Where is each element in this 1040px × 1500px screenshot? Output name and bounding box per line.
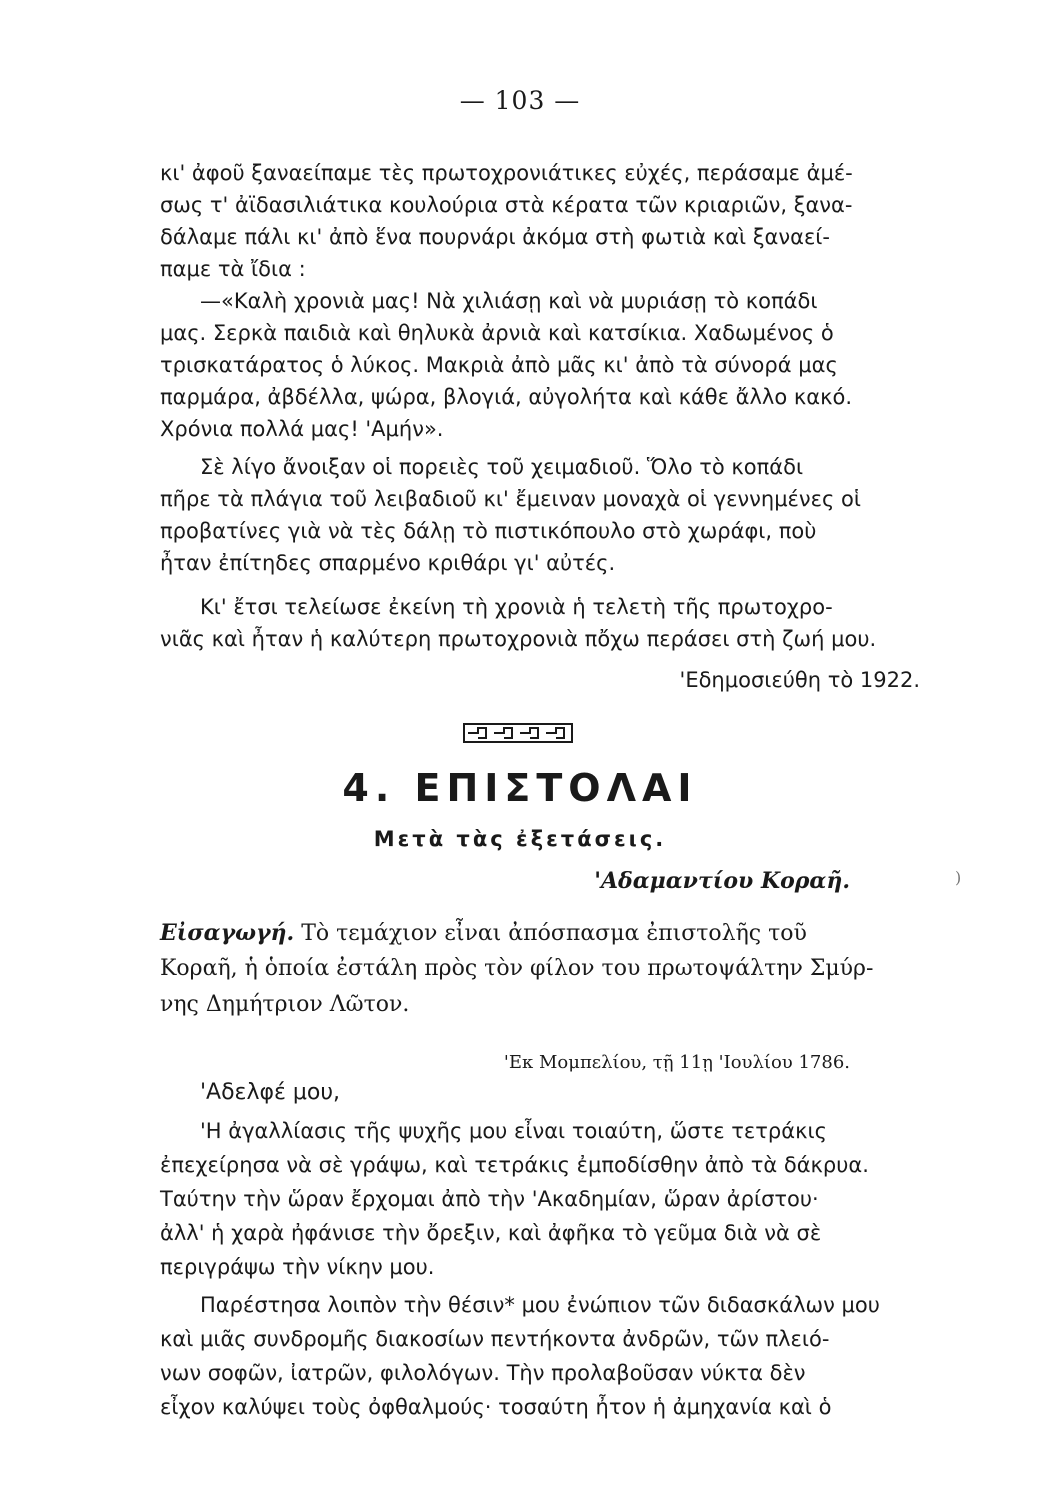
section-ornament bbox=[463, 722, 573, 744]
letter-salutation: 'Αδελφέ μου, bbox=[200, 1080, 341, 1105]
text-line: νιᾶς καὶ ἦταν ἡ καλύτερη πρωτοχρονιὰ πὄχω περάσει στὴ ζωή μου. bbox=[160, 627, 877, 651]
text-line: 'Η ἀγαλλίασις τῆς ψυχῆς μου εἶναι τοιαύτη, ὥστε τετράκις bbox=[200, 1119, 827, 1143]
text-line: Κοραῆ, ἡ ὁποία ἐστάλη πρὸς τὸν φίλον του πρωτοψάλτην Σμύρ- bbox=[160, 956, 874, 981]
letter-dateline: 'Εκ Μομπελίου, τῇ 11ῃ 'Ιουλίου 1786. bbox=[503, 1052, 850, 1073]
text-line: τρισκατάρατος ὁ λύκος. Μακριὰ ἀπὸ μᾶς κι' ἀπὸ τὰ σύνορά μας bbox=[160, 353, 838, 377]
section-title: 4. ΕΠΙΣΤΟΛΑΙ bbox=[342, 766, 698, 810]
intro-text: Τὸ τεμάχιον εἶναι ἀπόσπασμα ἐπιστολῆς τοῦ bbox=[294, 921, 807, 946]
text-line: παμε τὰ ἴδια : bbox=[160, 257, 306, 281]
publication-note: 'Εδημοσιεύθη τὸ 1922. bbox=[679, 668, 920, 692]
author-name: 'Αδαμαντίου Κοραῆ. bbox=[594, 868, 850, 894]
text-line: Χρόνια πολλά μας! 'Αμήν». bbox=[160, 417, 444, 441]
text-line: ἀλλ' ἡ χαρὰ ἠφάνισε τὴν ὄρεξιν, καὶ ἀφῆκα τὸ γεῦμα διὰ νὰ σὲ bbox=[160, 1221, 822, 1245]
text-line: —«Καλὴ χρονιὰ μας! Νὰ χιλιάσῃ καὶ νὰ μυριάσῃ τὸ κοπάδι bbox=[200, 289, 818, 313]
text-line: δάλαμε πάλι κι' ἀπὸ ἕνα πουρνάρι ἀκόμα στὴ φωτιὰ καὶ ξαναεί- bbox=[160, 225, 830, 249]
text-line: πῆρε τὰ πλάγια τοῦ λειβαδιοῦ κι' ἔμειναν μοναχὰ οἱ γεννημένες οἱ bbox=[160, 487, 861, 511]
text-line: Κι' ἔτσι τελείωσε ἐκείνη τὴ χρονιὰ ἡ τελετὴ τῆς πρωτοχρο- bbox=[200, 595, 833, 619]
text-line: ἐπεχείρησα νὰ σὲ γράψω, καὶ τετράκις ἐμποδίσθην ἀπὸ τὰ δάκρυα. bbox=[160, 1153, 869, 1177]
text-line: Ταύτην τὴν ὥραν ἔρχομαι ἀπὸ τὴν 'Ακαδημίαν, ὥραν ἀρίστου· bbox=[160, 1187, 819, 1211]
text-line: Παρέστησα λοιπὸν τὴν θέσιν* μου ἐνώπιον τῶν διδασκάλων μου bbox=[200, 1293, 880, 1317]
text-line: περιγράψω τὴν νίκην μου. bbox=[160, 1255, 435, 1279]
text-line: σως τ' ἀϊδασιλιάτικα κουλούρια στὰ κέρατα τῶν κριαριῶν, ξανα- bbox=[160, 193, 853, 217]
text-line: νης Δημήτριον Λῶτον. bbox=[160, 992, 410, 1017]
text-line: καὶ μιᾶς συνδρομῆς διακοσίων πεντήκοντα ἀνδρῶν, τῶν πλειό- bbox=[160, 1327, 830, 1351]
text-line: προβατίνες γιὰ νὰ τὲς δάλῃ τὸ πιστικόπουλο στὸ χωράφι, ποὺ bbox=[160, 519, 817, 543]
section-subtitle: Μετὰ τὰς ἐξετάσεις. bbox=[373, 827, 667, 851]
text-line bbox=[160, 918, 807, 949]
text-line: νων σοφῶν, ἰατρῶν, φιλολόγων. Τὴν προλαβοῦσαν νύκτα δὲν bbox=[160, 1361, 806, 1385]
page-number: — 103 — bbox=[459, 86, 581, 115]
text-line: εἶχον καλύψει τοὺς ὀφθαλμούς· τοσαύτη ἦτον ἡ ἀμηχανία καὶ ὁ bbox=[160, 1395, 832, 1419]
intro-label: Εἰσαγωγή. bbox=[160, 920, 295, 946]
text-line: ἦταν ἐπίτηδες σπαρμένο κριθάρι γι' αὐτές. bbox=[160, 551, 616, 575]
text-line: μας. Σερκὰ παιδιὰ καὶ θηλυκὰ ἀρνιὰ καὶ κατσίκια. Χαδωμένος ὁ bbox=[160, 321, 834, 345]
text-line: Σὲ λίγο ἄνοιξαν οἱ πορειὲς τοῦ χειμαδιοῦ. Ὅλο τὸ κοπάδι bbox=[200, 455, 804, 479]
text-line: παρμάρα, ἀβδέλλα, ψώρα, βλογιά, αὐγολήτα καὶ κάθε ἄλλο κακό. bbox=[160, 385, 853, 409]
text-line: κι' ἀφοῦ ξαναείπαμε τὲς πρωτοχρονιάτικες εὐχές, περάσαμε ἀμέ- bbox=[160, 161, 853, 185]
margin-mark: ) bbox=[955, 868, 962, 887]
